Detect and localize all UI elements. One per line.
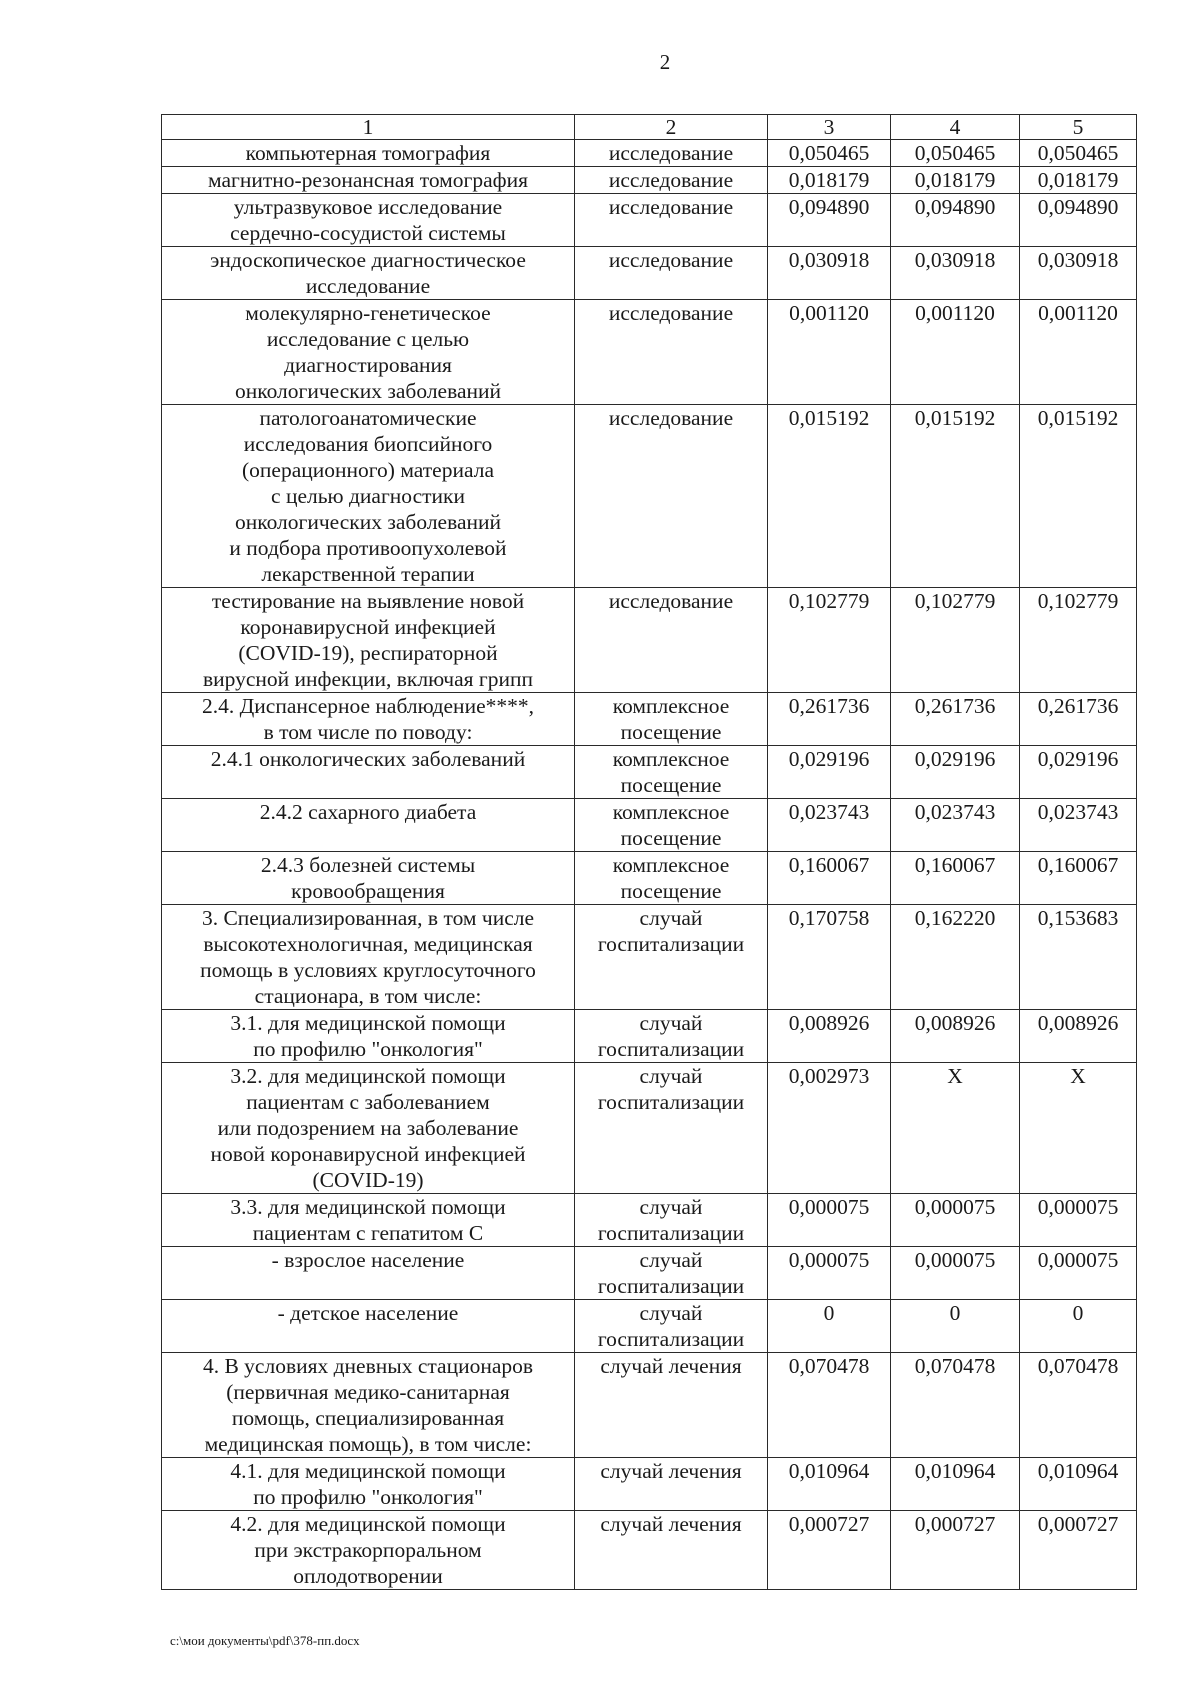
value-cell-col3: 0,015192 — [768, 405, 891, 588]
table-row — [162, 167, 1137, 194]
value-cell-col4: 0,008926 — [891, 1010, 1020, 1063]
value-cell-col3: 0,029196 — [768, 746, 891, 799]
value-cell-col3: 0,160067 — [768, 852, 891, 905]
value-cell-col4: 0,015192 — [891, 405, 1020, 588]
value-cell-col4: 0,261736 — [891, 693, 1020, 746]
column-header: 1 — [162, 115, 575, 140]
value-cell-col3: 0,000075 — [768, 1194, 891, 1247]
value-cell-col5: Х — [1020, 1063, 1137, 1194]
value-cell-col4: 0,162220 — [891, 905, 1020, 1010]
unit-cell: исследование — [575, 140, 768, 167]
unit-cell: исследование — [575, 194, 768, 247]
value-cell-col5: 0,094890 — [1020, 194, 1137, 247]
value-cell-col5: 0,030918 — [1020, 247, 1137, 300]
page-number: 2 — [659, 50, 671, 74]
row-label-cell: 4.2. для медицинской помощи при экстракорпоральном оплодотворении — [162, 1511, 575, 1590]
value-cell-col5: 0,261736 — [1020, 693, 1137, 746]
table-header-row — [162, 115, 1137, 140]
value-cell-col3: 0,000727 — [768, 1511, 891, 1590]
value-cell-col4: Х — [891, 1063, 1020, 1194]
column-header: 5 — [1020, 115, 1137, 140]
row-label-cell: 3.1. для медицинской помощи по профилю "онкология" — [162, 1010, 575, 1063]
row-label-cell: молекулярно-генетическое исследование с целью диагностирования онкологических заболеваний — [162, 300, 575, 405]
value-cell-col5: 0,008926 — [1020, 1010, 1137, 1063]
row-label-cell: 2.4. Диспансерное наблюдение****, в том числе по поводу: — [162, 693, 575, 746]
unit-cell: случай госпитализации — [575, 1063, 768, 1194]
unit-cell: исследование — [575, 300, 768, 405]
unit-cell: случай госпитализации — [575, 1194, 768, 1247]
value-cell-col5: 0,001120 — [1020, 300, 1137, 405]
table-row — [162, 746, 1137, 799]
row-label-cell: - детское население — [162, 1300, 575, 1353]
table-row — [162, 405, 1137, 588]
value-cell-col4: 0,029196 — [891, 746, 1020, 799]
value-cell-col5: 0,023743 — [1020, 799, 1137, 852]
table-row — [162, 1194, 1137, 1247]
value-cell-col5: 0,070478 — [1020, 1353, 1137, 1458]
table-row — [162, 1063, 1137, 1194]
value-cell-col5: 0,102779 — [1020, 588, 1137, 693]
unit-cell: случай госпитализации — [575, 1010, 768, 1063]
value-cell-col4: 0,070478 — [891, 1353, 1020, 1458]
unit-cell: комплексное посещение — [575, 799, 768, 852]
value-cell-col4: 0,000727 — [891, 1511, 1020, 1590]
value-cell-col3: 0,010964 — [768, 1458, 891, 1511]
value-cell-col3: 0,030918 — [768, 247, 891, 300]
column-header: 3 — [768, 115, 891, 140]
value-cell-col5: 0,029196 — [1020, 746, 1137, 799]
value-cell-col3: 0,008926 — [768, 1010, 891, 1063]
value-cell-col4: 0,023743 — [891, 799, 1020, 852]
value-cell-col4: 0,094890 — [891, 194, 1020, 247]
row-label-cell: 2.4.1 онкологических заболеваний — [162, 746, 575, 799]
row-label-cell: 4. В условиях дневных стационаров (первичная медико-санитарная помощь, специализированная медицинская помощь), в том числе: — [162, 1353, 575, 1458]
value-cell-col4: 0,001120 — [891, 300, 1020, 405]
value-cell-col3: 0,170758 — [768, 905, 891, 1010]
value-cell-col5: 0,050465 — [1020, 140, 1137, 167]
value-cell-col4: 0,000075 — [891, 1247, 1020, 1300]
row-label-cell: компьютерная томография — [162, 140, 575, 167]
value-cell-col5: 0 — [1020, 1300, 1137, 1353]
unit-cell: случай лечения — [575, 1458, 768, 1511]
value-cell-col3: 0,000075 — [768, 1247, 891, 1300]
value-cell-col3: 0,018179 — [768, 167, 891, 194]
row-label-cell: тестирование на выявление новой коронавирусной инфекцией (COVID-19), респираторной вирусной инфекции, включая грипп — [162, 588, 575, 693]
table-row — [162, 247, 1137, 300]
value-cell-col4: 0,030918 — [891, 247, 1020, 300]
value-cell-col5: 0,018179 — [1020, 167, 1137, 194]
row-label-cell: - взрослое население — [162, 1247, 575, 1300]
row-label-cell: эндоскопическое диагностическое исследование — [162, 247, 575, 300]
value-cell-col4: 0,050465 — [891, 140, 1020, 167]
unit-cell: исследование — [575, 405, 768, 588]
unit-cell: случай лечения — [575, 1353, 768, 1458]
value-cell-col4: 0,000075 — [891, 1194, 1020, 1247]
unit-cell: исследование — [575, 167, 768, 194]
unit-cell: случай госпитализации — [575, 1300, 768, 1353]
table-body — [162, 140, 1137, 1590]
row-label-cell: 2.4.2 сахарного диабета — [162, 799, 575, 852]
row-label-cell: магнитно-резонансная томография — [162, 167, 575, 194]
unit-cell: случай госпитализации — [575, 1247, 768, 1300]
unit-cell: исследование — [575, 247, 768, 300]
column-header: 2 — [575, 115, 768, 140]
unit-cell: комплексное посещение — [575, 852, 768, 905]
row-label-cell: 3.2. для медицинской помощи пациентам с заболеванием или подозрением на заболевание новой коронавирусной инфекцией (COVID-19) — [162, 1063, 575, 1194]
unit-cell: случай госпитализации — [575, 905, 768, 1010]
unit-cell: исследование — [575, 588, 768, 693]
table-row — [162, 852, 1137, 905]
value-cell-col4: 0 — [891, 1300, 1020, 1353]
value-cell-col5: 0,000075 — [1020, 1194, 1137, 1247]
column-header: 4 — [891, 115, 1020, 140]
value-cell-col3: 0,002973 — [768, 1063, 891, 1194]
value-cell-col5: 0,015192 — [1020, 405, 1137, 588]
row-label-cell: патологоанатомические исследования биопсийного (операционного) материала с целью диагностики онкологических заболеваний и подбора противоопухолевой лекарственной терапии — [162, 405, 575, 588]
table-row — [162, 1511, 1137, 1590]
unit-cell: комплексное посещение — [575, 693, 768, 746]
value-cell-col5: 0,153683 — [1020, 905, 1137, 1010]
table-row — [162, 1353, 1137, 1458]
value-cell-col5: 0,010964 — [1020, 1458, 1137, 1511]
row-label-cell: ультразвуковое исследование сердечно-сосудистой системы — [162, 194, 575, 247]
value-cell-col3: 0,023743 — [768, 799, 891, 852]
row-label-cell: 3. Специализированная, в том числе высокотехнологичная, медицинская помощь в условиях круглосуточного стационара, в том числе: — [162, 905, 575, 1010]
value-cell-col5: 0,000727 — [1020, 1511, 1137, 1590]
value-cell-col5: 0,000075 — [1020, 1247, 1137, 1300]
table-row — [162, 140, 1137, 167]
table-row — [162, 905, 1137, 1010]
unit-cell: комплексное посещение — [575, 746, 768, 799]
value-cell-col5: 0,160067 — [1020, 852, 1137, 905]
value-cell-col3: 0,102779 — [768, 588, 891, 693]
data-table — [161, 114, 1137, 1590]
value-cell-col3: 0,070478 — [768, 1353, 891, 1458]
unit-cell: случай лечения — [575, 1511, 768, 1590]
value-cell-col4: 0,018179 — [891, 167, 1020, 194]
value-cell-col3: 0,001120 — [768, 300, 891, 405]
footer-file-path: c:\мои документы\pdf\378-пп.docx — [170, 1633, 360, 1648]
value-cell-col4: 0,160067 — [891, 852, 1020, 905]
value-cell-col4: 0,010964 — [891, 1458, 1020, 1511]
table-row — [162, 1010, 1137, 1063]
table-row — [162, 588, 1137, 693]
table-row — [162, 1300, 1137, 1353]
value-cell-col3: 0 — [768, 1300, 891, 1353]
value-cell-col3: 0,261736 — [768, 693, 891, 746]
value-cell-col4: 0,102779 — [891, 588, 1020, 693]
table-row — [162, 300, 1137, 405]
table-row — [162, 799, 1137, 852]
table-row — [162, 194, 1137, 247]
row-label-cell: 4.1. для медицинской помощи по профилю "онкология" — [162, 1458, 575, 1511]
row-label-cell: 2.4.3 болезней системы кровообращения — [162, 852, 575, 905]
row-label-cell: 3.3. для медицинской помощи пациентам с гепатитом С — [162, 1194, 575, 1247]
value-cell-col3: 0,050465 — [768, 140, 891, 167]
table-row — [162, 1458, 1137, 1511]
value-cell-col3: 0,094890 — [768, 194, 891, 247]
table-row — [162, 1247, 1137, 1300]
table-row — [162, 693, 1137, 746]
